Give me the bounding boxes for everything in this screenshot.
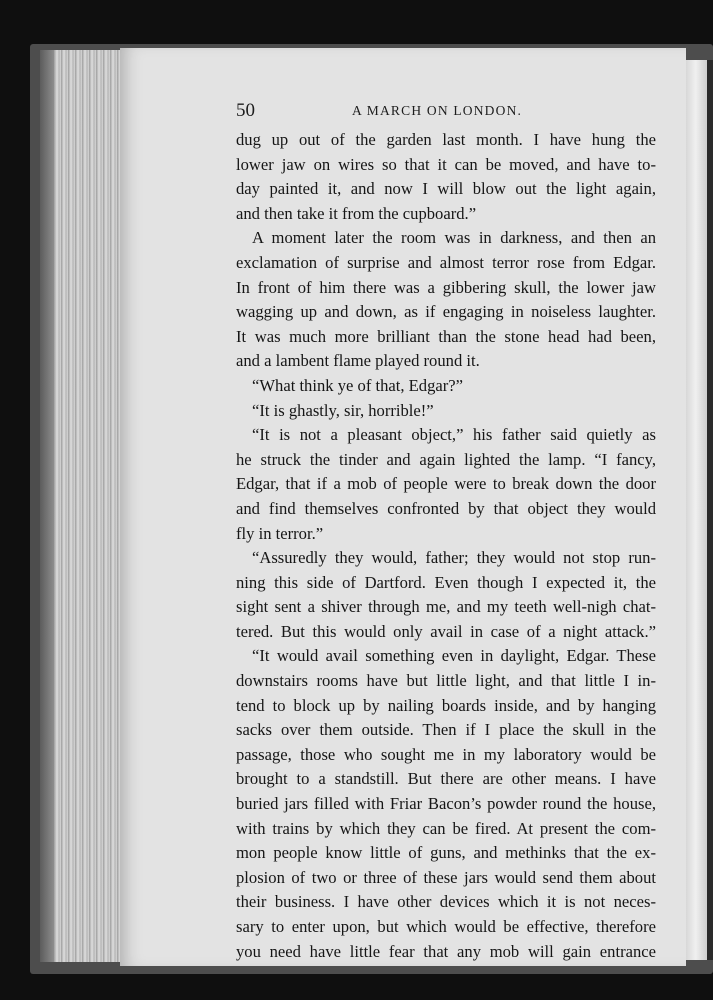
text-line: In front of him there was a gibbering skull, the lower jaw: [236, 277, 656, 297]
text-line: exclamation of surprise and almost terror rose from Edgar.: [236, 252, 656, 272]
body-text: [236, 128, 656, 964]
text-line: you need have little fear that any mob will gain entrance: [236, 941, 656, 961]
text-line: “It is not a pleasant object,” his father said quietly as: [252, 425, 656, 445]
text-line: passage, those who sought me in my laboratory would be: [236, 744, 656, 764]
text-line: It was much more brilliant than the stone head had been,: [236, 326, 656, 346]
text-line: tend to block up by nailing boards inside, and by hanging: [236, 695, 656, 715]
text-line: plosion of two or three of these jars would send them about: [236, 867, 656, 887]
text-line: A moment later the room was in darkness, and then an: [252, 228, 656, 248]
text-line: tered. But this would only avail in case of a night attack.”: [236, 621, 656, 641]
text-line: he struck the tinder and again lighted the lamp. “I fancy,: [236, 449, 656, 469]
text-line: and then take it from the cupboard.”: [236, 203, 477, 223]
page-edges-right: [684, 60, 713, 960]
text-line: with trains by which they can be fired. At present the com-: [236, 818, 656, 838]
text-line: sight sent a shiver through me, and my teeth well-nigh chat-: [236, 597, 656, 617]
text-line: “It would avail something even in daylight, Edgar. These: [252, 646, 656, 666]
text-line: day painted it, and now I will blow out the light again,: [236, 179, 656, 199]
text-line: buried jars filled with Friar Bacon’s powder round the house,: [236, 794, 656, 814]
text-line: mon people know little of guns, and methinks that the ex-: [236, 843, 656, 863]
text-line: downstairs rooms have but little light, and that little I in-: [236, 671, 656, 691]
text-line: “It is ghastly, sir, horrible!”: [252, 400, 434, 420]
text-line: wagging up and down, as if engaging in noiseless laughter.: [236, 302, 656, 322]
text-line: lower jaw on wires so that it can be moved, and have to-: [236, 154, 656, 174]
text-line: fly in terror.”: [236, 523, 324, 543]
text-line: Edgar, that if a mob of people were to break down the door: [236, 474, 656, 494]
text-line: dug up out of the garden last month. I have hung the: [236, 130, 656, 149]
page-edges-left: [40, 50, 127, 962]
running-title: A MARCH ON LONDON.: [352, 103, 523, 118]
page-header: [236, 100, 656, 124]
text-line: sary to enter upon, but which would be effective, therefore: [236, 917, 656, 936]
text-line: their business. I have other devices which it is not neces-: [236, 892, 656, 912]
text-line: sacks over them outside. Then if I place the skull in the: [236, 720, 656, 740]
text-line: brought to a standstill. But there are other means. I have: [236, 769, 656, 789]
page-number: 50: [236, 100, 255, 121]
text-line: and find themselves confronted by that object they would: [236, 498, 656, 518]
text-line: “What think ye of that, Edgar?”: [252, 375, 464, 395]
text-line: and a lambent flame played round it.: [236, 351, 480, 371]
text-line: ning this side of Dartford. Even though I expected it, the: [236, 572, 656, 592]
text-line: “Assuredly they would, father; they would not stop run-: [252, 548, 656, 568]
